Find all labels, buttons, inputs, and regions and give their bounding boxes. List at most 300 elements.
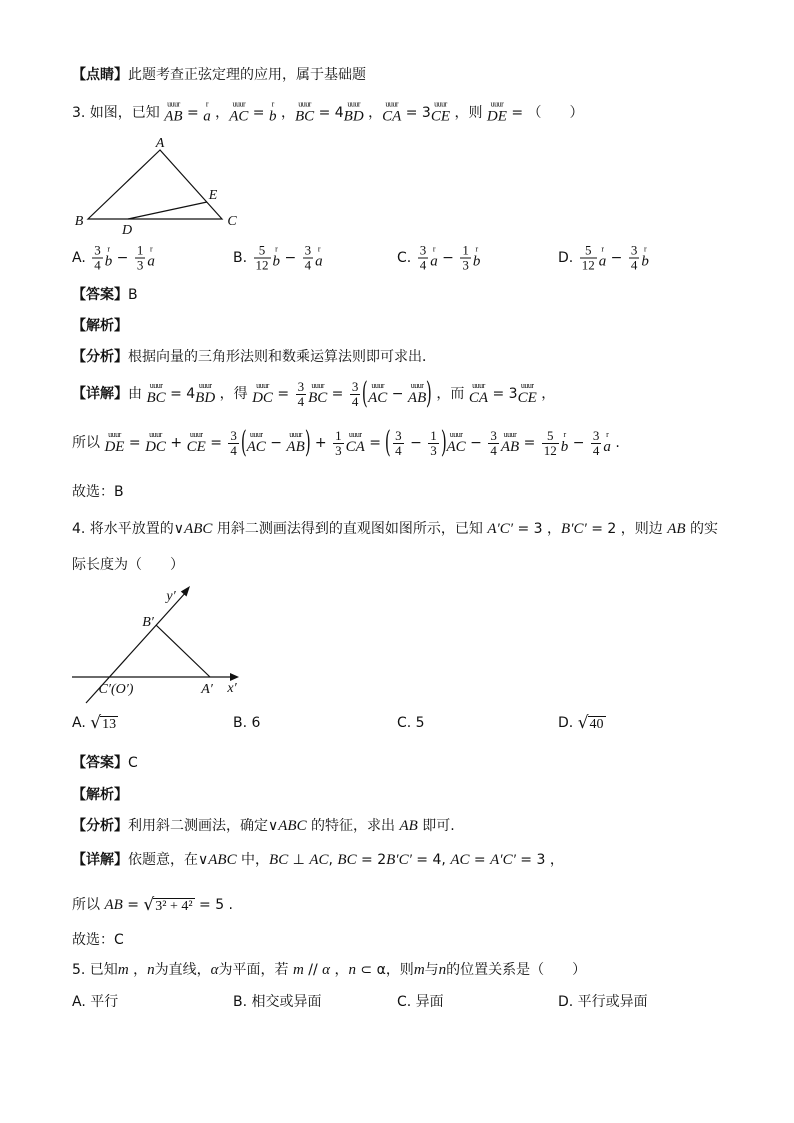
- big-paren: ): [304, 425, 311, 460]
- segment-de: [128, 202, 207, 219]
- text-run: =: [272, 386, 294, 402]
- vector-name: BC: [294, 108, 315, 125]
- vector-name: BC: [146, 389, 166, 406]
- vector: [294, 99, 315, 125]
- vector: [286, 429, 305, 455]
- math-variable: AB: [399, 818, 418, 834]
- vector-name: AC: [246, 438, 266, 455]
- vector-name: b: [272, 253, 281, 270]
- denominator: 4: [94, 257, 101, 273]
- math-variable: α: [322, 962, 330, 978]
- math-variable: B′C′: [386, 852, 412, 868]
- vector: [308, 380, 328, 406]
- numerator: 5: [258, 242, 266, 258]
- text-run: =: [248, 105, 269, 121]
- math-variable: AC: [309, 852, 329, 868]
- text-run: −: [405, 435, 427, 451]
- text-run: 所以: [72, 897, 105, 913]
- vector-arrow-mark: uuur: [490, 99, 504, 109]
- vector-name: BD: [195, 389, 216, 406]
- triangle-abc: [88, 150, 222, 219]
- text-run: A. 平行: [72, 994, 119, 1010]
- numerator: 3: [630, 242, 638, 258]
- vector: [195, 380, 216, 406]
- q4-stem-line-2: [72, 555, 184, 575]
- math-variable: AB: [104, 897, 123, 913]
- text-run: ，: [276, 105, 295, 121]
- q3-xiangjie: [72, 376, 556, 411]
- text-run: =: [519, 435, 540, 451]
- vector-name: b: [104, 253, 113, 270]
- vector-arrow-mark: r: [205, 99, 209, 109]
- denominator: 4: [490, 442, 497, 458]
- text-run: ，: [363, 105, 383, 121]
- vector: [269, 99, 277, 125]
- fraction: [228, 429, 239, 458]
- text-run: ⊂ α，则: [355, 962, 414, 978]
- text-run: 3. 如图，已知: [72, 105, 165, 121]
- text-run: 所以: [72, 435, 105, 451]
- vector-name: a: [430, 253, 438, 270]
- q3-option-a: [72, 244, 155, 273]
- text-run: 4. 将水平放置的∨: [72, 521, 185, 537]
- vector-arrow-mark: r: [606, 429, 609, 439]
- bold-label: 【答案】: [72, 755, 128, 771]
- denominator: 12: [543, 442, 557, 458]
- q4-suoyi: [72, 895, 233, 915]
- text-run: −: [568, 435, 589, 451]
- big-paren: (: [385, 425, 392, 460]
- denominator: 4: [304, 257, 312, 273]
- q3-stem: [72, 99, 584, 125]
- vector-name: BD: [343, 108, 364, 125]
- fraction: [393, 429, 404, 458]
- fraction: [303, 244, 314, 273]
- numerator: 5: [584, 242, 592, 258]
- fraction: [333, 429, 344, 458]
- vector-name: AC: [229, 108, 249, 125]
- text-run: 5. 已知: [72, 962, 118, 978]
- vector-arrow-mark: uuur: [348, 429, 362, 439]
- vector-name: b: [269, 108, 277, 125]
- vector-name: AB: [286, 438, 305, 455]
- vector-arrow-mark: uuur: [347, 99, 360, 109]
- vector-arrow-mark: r: [271, 99, 274, 109]
- text-run: D. 平行或异面: [558, 994, 648, 1010]
- fraction: [460, 244, 471, 273]
- text-run: = 3 ，: [513, 521, 562, 537]
- vector-name: a: [315, 253, 323, 270]
- text-run: −: [112, 250, 133, 266]
- denominator: 3: [136, 257, 144, 273]
- vector-arrow-mark: r: [317, 244, 320, 254]
- q4-answer: [72, 753, 138, 773]
- text-run: =: [364, 435, 386, 451]
- q4-guxuan: [72, 930, 124, 950]
- numerator: 3: [419, 242, 427, 258]
- numerator: 1: [462, 242, 469, 258]
- numerator: 1: [136, 242, 144, 258]
- text-run: −: [387, 386, 408, 402]
- text-run: 为平面，若: [218, 962, 293, 978]
- bold-label: 【分析】: [72, 818, 128, 834]
- math-variable: ABC: [208, 852, 237, 868]
- text-run: ，: [536, 386, 556, 402]
- vector-name: a: [598, 253, 607, 270]
- vector: [560, 429, 569, 455]
- q4-option-d: [558, 713, 606, 733]
- vector-arrow-mark: uuur: [189, 429, 203, 439]
- text-run: = （ ）: [506, 105, 584, 121]
- vector-arrow-mark: uuur: [434, 99, 447, 109]
- vector-arrow-mark: uuur: [503, 429, 517, 439]
- vector: [500, 429, 520, 455]
- vector-arrow-mark: uuur: [289, 429, 302, 439]
- vector: [272, 244, 281, 270]
- math-variable: B′C′: [561, 521, 587, 537]
- vector: [203, 99, 211, 125]
- vector-name: BC: [308, 389, 328, 406]
- text-run: 的实: [685, 521, 719, 537]
- text-run: −: [265, 435, 287, 451]
- bold-label: 【详解】: [72, 852, 128, 868]
- q5-option-c: [397, 992, 444, 1012]
- math-variable: ABC: [184, 521, 213, 537]
- q3-suoyi: [72, 425, 620, 460]
- radical-sign: √: [577, 712, 589, 733]
- numerator: 3: [94, 242, 101, 258]
- text-run: ，得: [215, 386, 253, 402]
- label-b-prime: B′: [142, 615, 154, 630]
- text-run: B: [128, 287, 138, 303]
- q4-option-b: [233, 713, 260, 733]
- text-run: +: [310, 435, 332, 451]
- numerator: 3: [230, 427, 237, 443]
- vector: [186, 429, 206, 455]
- x-axis-arrow-icon: [230, 673, 239, 681]
- vector: [382, 99, 402, 125]
- fraction: [488, 429, 499, 458]
- q3-answer: [72, 285, 138, 305]
- text-run: B.: [233, 250, 252, 266]
- text-run: C: [128, 755, 138, 771]
- radicand: 13: [102, 716, 117, 732]
- text-run: 为直线，: [154, 962, 211, 978]
- text-run: = 3: [488, 386, 518, 402]
- vector-name: CE: [430, 108, 451, 125]
- vector-arrow-mark: r: [475, 244, 478, 254]
- text-run: C.: [397, 250, 416, 266]
- text-run: −: [437, 250, 459, 266]
- fraction: [296, 380, 307, 409]
- text-run: 利用斜二测画法，确定∨: [128, 818, 279, 834]
- text-run: = 4: [314, 105, 344, 121]
- numerator: 3: [395, 427, 402, 443]
- square-root: [578, 714, 606, 733]
- bold-label: 【分析】: [72, 349, 128, 365]
- vector-arrow-mark: r: [275, 244, 278, 254]
- text-run: =: [122, 897, 144, 913]
- denominator: 4: [297, 393, 305, 409]
- text-run: 根据向量的三角形法则和数乘运算法则即可求出．: [128, 349, 436, 365]
- label-y-prime: y′: [166, 589, 176, 604]
- text-run: ，: [330, 962, 349, 978]
- text-run: C. 5: [397, 715, 425, 731]
- denominator: 4: [592, 442, 600, 458]
- text-run: =: [469, 852, 491, 868]
- denominator: 12: [255, 257, 269, 273]
- label-x-prime: x′: [227, 681, 237, 696]
- vector: [446, 429, 466, 455]
- text-run: 的特征，求出: [306, 818, 400, 834]
- denominator: 4: [419, 257, 427, 273]
- vector: [598, 244, 607, 270]
- q3-fenxi: [72, 347, 436, 367]
- label-c-prime-o-prime: C′(O′): [98, 682, 134, 697]
- math-variable: α: [210, 962, 219, 978]
- label-d: D: [121, 223, 133, 238]
- math-variable: BC: [269, 852, 289, 868]
- vector-name: AC: [446, 438, 466, 455]
- vector-name: CA: [382, 108, 402, 125]
- vector: [315, 244, 323, 270]
- text-run: =: [182, 105, 204, 121]
- q4-jiexi: [72, 785, 128, 805]
- fraction: [428, 429, 439, 458]
- vector-name: a: [147, 253, 155, 270]
- vector-arrow-mark: uuur: [298, 99, 311, 109]
- text-run: −: [606, 250, 627, 266]
- q4-xiangjie: [72, 850, 564, 870]
- text-run: 依题意，在∨: [128, 852, 209, 868]
- math-variable: AC: [450, 852, 470, 868]
- q3-option-b: [233, 244, 323, 273]
- denominator: 3: [430, 442, 437, 458]
- numerator: 3: [297, 378, 305, 394]
- vector-name: CA: [468, 389, 489, 406]
- text-run: B. 相交或异面: [233, 994, 322, 1010]
- text-run: −: [465, 435, 487, 451]
- vector-name: AB: [407, 389, 427, 406]
- vector-name: CE: [517, 389, 537, 406]
- numerator: 3: [351, 378, 359, 394]
- text-run: 故选：C: [72, 932, 124, 948]
- fraction: [591, 429, 602, 458]
- text-run: 即可.: [417, 818, 455, 834]
- vector: [641, 244, 649, 270]
- label-b: B: [74, 214, 84, 229]
- vector: [164, 99, 183, 125]
- text-run: = 4: [165, 386, 196, 402]
- text-run: = 2 ，则边: [586, 521, 668, 537]
- vector: [472, 244, 481, 270]
- vector-name: DE: [104, 438, 125, 455]
- text-run: −: [280, 250, 301, 266]
- math-variable: n: [438, 962, 447, 978]
- square-root: [143, 896, 194, 915]
- text-run: 际长度为（ ）: [72, 557, 184, 573]
- q3-option-c: [397, 244, 480, 273]
- denominator: 3: [335, 442, 342, 458]
- vector-name: DC: [252, 389, 273, 406]
- text-run: C. 异面: [397, 994, 444, 1010]
- math-variable: AB: [667, 521, 686, 537]
- denominator: 4: [351, 393, 359, 409]
- text-run: = 2: [356, 852, 387, 868]
- vector-name: a: [203, 108, 211, 125]
- vector-arrow-mark: uuur: [108, 429, 121, 439]
- radicand: 40: [589, 716, 604, 732]
- vector-arrow-mark: uuur: [249, 429, 263, 439]
- vector: [468, 380, 489, 406]
- big-paren: (: [362, 376, 369, 411]
- text-run: =: [205, 435, 227, 451]
- vector-arrow-mark: r: [432, 244, 436, 254]
- big-paren: (: [240, 425, 247, 460]
- numerator: 3: [490, 427, 497, 443]
- vector-arrow-mark: uuur: [198, 380, 212, 390]
- math-variable: A′C′: [487, 521, 514, 537]
- vector-arrow-mark: uuur: [371, 380, 385, 390]
- text-run: ⊥: [288, 852, 310, 868]
- vector-name: DC: [145, 438, 166, 455]
- vector-arrow-mark: uuur: [449, 429, 463, 439]
- math-variable: m: [117, 962, 129, 978]
- text-run: 用斜二测画法得到的直观图如图所示，已知: [212, 521, 488, 537]
- denominator: 3: [462, 257, 469, 273]
- math-variable: ABC: [278, 818, 307, 834]
- q4-option-c: [397, 713, 425, 733]
- denominator: 4: [630, 257, 638, 273]
- text-run: = 3 ，: [515, 852, 564, 868]
- math-variable: m: [292, 962, 304, 978]
- text-run: ,: [328, 852, 338, 868]
- label-c: C: [227, 214, 237, 229]
- text-run: ，则: [450, 105, 487, 121]
- bold-label: 【详解】: [72, 386, 128, 402]
- q5-option-a: [72, 992, 118, 1012]
- text-run: ，: [210, 105, 230, 121]
- vector: [430, 244, 438, 270]
- fraction: [254, 244, 271, 273]
- q4-oblique-figure: [66, 580, 251, 715]
- vector: [252, 380, 273, 406]
- text-run: 的位置关系是（ ）: [446, 962, 587, 978]
- vector-name: AC: [368, 389, 388, 406]
- bold-label: 【点睛】: [72, 67, 128, 83]
- vector-arrow-mark: uuur: [232, 99, 246, 109]
- fraction: [350, 380, 361, 409]
- q4-fenxi: [72, 816, 455, 836]
- vector-arrow-mark: r: [601, 244, 604, 254]
- big-paren: ): [426, 376, 433, 411]
- vector: [246, 429, 266, 455]
- vector-arrow-mark: r: [643, 244, 647, 254]
- vector: [407, 380, 427, 406]
- bold-label: 【解析】: [72, 318, 128, 334]
- vector-arrow-mark: r: [107, 244, 110, 254]
- vector: [486, 99, 507, 125]
- text-run: 故选：B: [72, 484, 124, 500]
- vector-name: CA: [345, 438, 365, 455]
- vector-name: b: [560, 438, 569, 455]
- vector-arrow-mark: uuur: [149, 380, 163, 390]
- q3-guxuan: [72, 482, 124, 502]
- text-run: =: [124, 435, 146, 451]
- y-axis-arrow-icon: [181, 586, 190, 597]
- numerator: 3: [304, 242, 312, 258]
- q4-option-a: [72, 713, 118, 733]
- text-run: ，而: [431, 386, 469, 402]
- math-variable: BC: [337, 852, 357, 868]
- vector-arrow-mark: uuur: [311, 380, 324, 390]
- label-a-prime: A′: [201, 682, 213, 697]
- text-run: 此题考查正弦定理的应用，属于基础题: [128, 67, 366, 83]
- text-run: = 4,: [411, 852, 451, 868]
- text-run: B. 6: [233, 715, 261, 731]
- denominator: 4: [230, 442, 237, 458]
- text-run: 由: [128, 386, 147, 402]
- radical-sign: √: [143, 894, 155, 915]
- radical-sign: √: [90, 712, 102, 733]
- vector-arrow-mark: uuur: [149, 429, 162, 439]
- square-root: [90, 714, 118, 733]
- vector-arrow-mark: r: [563, 429, 566, 439]
- vector-name: a: [603, 438, 611, 455]
- text-run: A.: [72, 715, 91, 731]
- vector: [603, 429, 611, 455]
- math-variable: n: [348, 962, 356, 978]
- denominator: 4: [395, 442, 402, 458]
- q3-triangle-figure: [70, 135, 245, 240]
- vector-arrow-mark: uuur: [167, 99, 180, 109]
- text-run: = 3: [401, 105, 431, 121]
- vector: [368, 380, 388, 406]
- fraction: [580, 244, 597, 273]
- vector-name: AB: [164, 108, 183, 125]
- q3-jiexi: [72, 316, 128, 336]
- fraction: [418, 244, 429, 273]
- vector: [343, 99, 364, 125]
- text-run: =: [327, 386, 348, 402]
- vector-arrow-mark: uuur: [472, 380, 485, 390]
- vector-arrow-mark: uuur: [520, 380, 534, 390]
- vector-name: b: [472, 253, 481, 270]
- segment-b-a: [156, 625, 210, 677]
- big-paren: ): [440, 425, 447, 460]
- vector: [430, 99, 451, 125]
- vector-arrow-mark: uuur: [385, 99, 399, 109]
- text-run: 中，: [236, 852, 270, 868]
- text-run: A.: [72, 250, 91, 266]
- vector-arrow-mark: uuur: [256, 380, 269, 390]
- note-line: [72, 65, 366, 85]
- q3-option-d: [558, 244, 649, 273]
- text-run: = 5 .: [194, 897, 234, 913]
- q5-stem: [72, 960, 586, 980]
- vector: [104, 244, 113, 270]
- vector-arrow-mark: r: [150, 244, 153, 254]
- numerator: 1: [335, 427, 342, 443]
- q5-option-d: [558, 992, 648, 1012]
- label-a: A: [155, 136, 165, 151]
- math-variable: n: [147, 962, 155, 978]
- q4-stem-line-1: [72, 519, 718, 539]
- text-run: 与: [424, 962, 439, 978]
- text-run: D.: [558, 250, 578, 266]
- text-run: +: [165, 435, 187, 451]
- vector-name: DE: [486, 108, 507, 125]
